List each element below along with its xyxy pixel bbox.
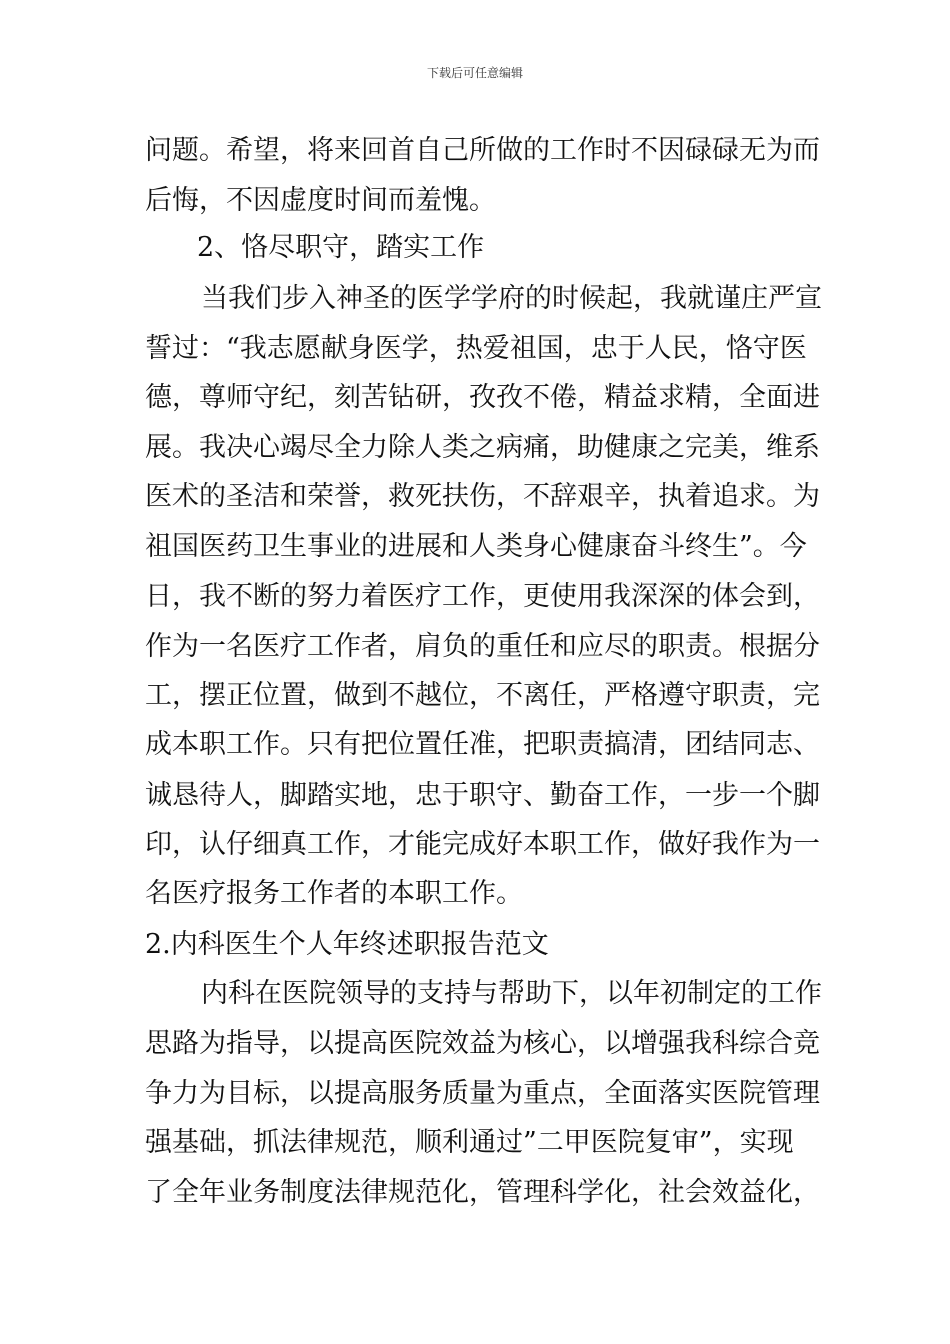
header-watermark: 下载后可任意编辑	[426, 66, 523, 80]
section-title: 2.内科医生个人年终述职报告范文	[145, 929, 549, 960]
body-line: 问题。希望，将来回首自己所做的工作时不因碌碌无为而	[145, 135, 820, 166]
body-line: 工，摆正位置，做到不越位，不离任，严格遵守职责，完	[145, 680, 820, 711]
body-line: 了全年业务制度法律规范化，管理科学化，社会效益化，	[145, 1177, 820, 1208]
body-line: 强基础，抓法律规范，顺利通过”二甲医院复审”，实现	[145, 1127, 794, 1158]
body-line: 后悔，不因虚度时间而羞愧。	[145, 185, 496, 216]
body-line: 日，我不断的努力着医疗工作，更使用我深深的体会到，	[145, 581, 820, 612]
body-line: 祖国医药卫生事业的进展和人类身心健康奋斗终生”。今	[145, 531, 807, 562]
body-line: 德，尊师守纪，刻苦钻研，孜孜不倦，精益求精，全面进	[145, 382, 820, 413]
body-line: 作为一名医疗工作者，肩负的重任和应尽的职责。根据分	[145, 631, 820, 662]
body-line: 思路为指导，以提高医院效益为核心，以增强我科综合竞	[145, 1028, 820, 1059]
body-line: 誓过：“我志愿献身医学，热爱祖国，忠于人民，恪守医	[145, 333, 807, 364]
body-line: 争力为目标，以提高服务质量为重点，全面落实医院管理	[145, 1078, 820, 1109]
body-line: 展。我决心竭尽全力除人类之病痛，助健康之完美，维系	[145, 432, 820, 463]
paragraph-first-line: 当我们步入神圣的医学学府的时候起，我就谨庄严宣	[201, 283, 822, 314]
body-line: 印，认仔细真工作，才能完成好本职工作，做好我作为一	[145, 829, 820, 860]
paragraph-first-line: 内科在医院领导的支持与帮助下，以年初制定的工作	[201, 978, 822, 1009]
body-line: 诚恳待人，脚踏实地，忠于职守、勤奋工作，一步一个脚	[145, 780, 820, 811]
body-line: 名医疗报务工作者的本职工作。	[145, 878, 523, 909]
body-line: 成本职工作。只有把位置任准，把职责搞清，团结同志、	[145, 729, 820, 760]
body-line: 医术的圣洁和荣誉，救死扶伤，不辞艰辛，执着追求。为	[145, 481, 820, 512]
section-heading: 2、恪尽职守，踏实工作	[197, 232, 485, 263]
